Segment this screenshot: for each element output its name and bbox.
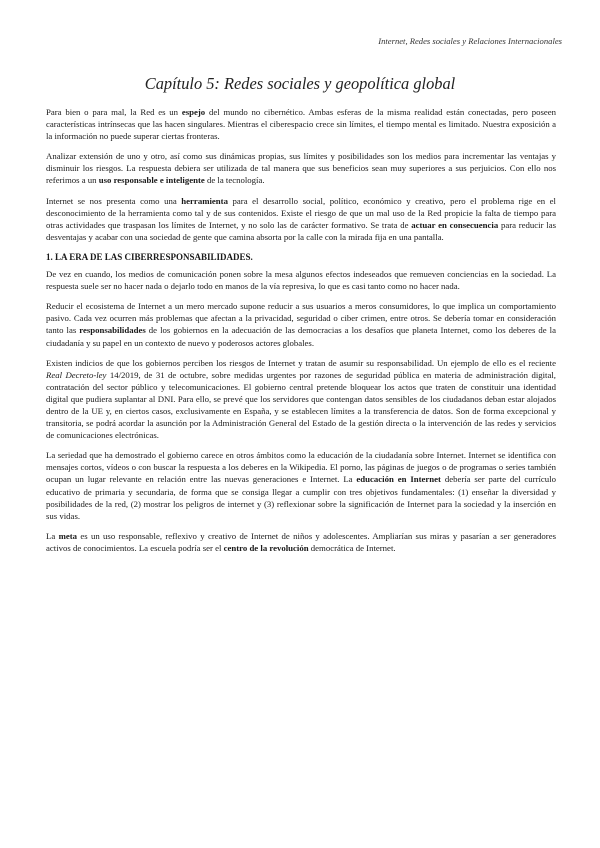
paragraph-5	[46, 300, 556, 348]
document-body	[46, 106, 556, 562]
paragraph-8	[46, 530, 556, 554]
text-span: Existen indicios de que los gobiernos perciben los riesgos de Internet y tratan de asumir su responsabilidad. Un ejemplo de ello es el reciente	[46, 357, 556, 368]
paragraph-7	[46, 449, 556, 522]
chapter-title: Capítulo 5: Redes sociales y geopolítica global	[144, 74, 456, 93]
paragraph-3	[46, 195, 556, 243]
text-span: de la tecnología.	[204, 175, 265, 186]
section-heading: 1. LA ERA DE LAS CIBERRESPONSABILIDADES.	[46, 251, 253, 262]
text-span: para el desarrollo social, político, económico y creativo, pero el problema rige en el desconocimiento de la herramienta como tal y de sus contenidos. Existe el riesgo de que un mal uso de la Red propicie la falta de tiempo para otras actividades que traspasan los límites de Internet, y no solo las de carácter formativo. Se trata de	[46, 195, 556, 230]
text-span: La seriedad que ha demostrado el gobierno carece en otros ámbitos como la educación de la ciudadanía sobre Internet. Internet se identifica con mensajes cortos, vídeos o con buscar la respuesta a los deberes en la Wikipedia. El porno, las páginas de juegos o de programas o series también ocupan un lugar relevante en relación entre las nuevas generaciones e Internet. La	[46, 450, 556, 485]
bold-term: responsabilidades	[79, 325, 146, 336]
bold-term: actuar en consecuencia	[411, 219, 499, 230]
text-span: para reducir las desventajas y acabar con una sociedad de gente que camina absorta por la calle con la mirada fija en una pantalla.	[46, 219, 556, 242]
paragraph-4: De vez en cuando, los medios de comunicación ponen sobre la mesa algunos efectos indeseados que remueven conciencias en la sociedad. La respuesta suele ser no hacer nada o dejarlo todo en manos de la vía represiva, lo que es casi tanto como no hacer nada.	[46, 269, 556, 292]
text-span: Para bien o para mal, la Red es un	[46, 107, 182, 117]
running-header: Internet, Redes sociales y Relaciones Internacionales	[378, 36, 562, 46]
text-span: debería ser parte del currículo educativo de primaria y secundaria, de forma que se consiga llegar a cumplir con tres objetivos fundamentales: (1) enseñar la diversidad y posibilidades de la red, (2) mostrar los peligros de internet y (3) reflexionar sobre la significación de Internet para la sociedad y la inserción en sus vidas.	[46, 474, 556, 521]
paragraph-6	[46, 357, 556, 442]
bold-term: meta	[58, 530, 78, 541]
bold-term: herramienta	[181, 195, 228, 206]
text-span: del mundo no cibernético. Ambas esferas de la misma realidad están conectadas, pero poseen características intrínsecas que las hacen singulares. Mientras el ciberespacio crece sin límites, el tiempo mental es limitado. Nuestra exposición a la información no puede superar ciertas fronteras.	[46, 107, 556, 142]
italic-term: Real Decreto-ley	[46, 369, 107, 380]
text-span: de los gobiernos en la adecuación de las democracias a los desafíos que planeta Internet, como los deberes de la ciudadanía y su papel en un contexto de nuevo y poderosos actores globales.	[46, 325, 556, 348]
text-span: La	[46, 530, 59, 541]
text-span: democrática de Internet.	[308, 542, 396, 553]
text-span: Analizar extensión de uno y otro, así como sus dinámicas propias, sus límites y posibilidades son los medios para incrementar las ventajas y disminuir los riesgos. La respuesta debiera ser utilizada de tal manera que sus beneficios sean muy superiores a sus perjuicios. Con ello nos referimos a un	[46, 151, 556, 186]
paragraph-2	[46, 150, 556, 186]
bold-term: centro de la revolución	[223, 542, 309, 553]
paragraph-1	[46, 106, 556, 142]
bold-term: uso responsable e inteligente	[98, 175, 205, 186]
bold-term: educación en Internet	[356, 474, 441, 485]
text-span: Reducir el ecosistema de Internet a un mero mercado supone reducir a sus usuarios a meros consumidores, lo que implica un comportamiento pasivo. Cada vez ocurren más problemas que afectan a la privacidad, seguridad o ciber crimen, entre otros. Se debería tomar en consideración tanto las	[46, 301, 556, 336]
text-span: es un uso responsable, reflexivo y creativo de Internet de niños y adolescentes. Ampliarían sus miras y pasarían a ser generadores activos de conocimientos. La escuela podría ser el	[46, 530, 556, 553]
bold-term: espejo	[181, 107, 206, 117]
text-span: 14/2019, de 31 de octubre, sobre medidas urgentes por razones de seguridad pública en materia de administración digital, contratación del sector público y telecomunicaciones. El gobierno central pretende bloquear los actos que traten de constituir una identidad digital que pudiera suplantar al DNI. Para ello, se prevé que los servidores que contengan datos sensibles de los ciudadanos deban estar alojados dentro de la UE y, en ciertos casos, exclusivamente en España, y se establecen límites a la transferencia de datos. Son de forma excepcional y transitoria, se podrá acordar la asunción por la Administración General del Estado de la gestión directa o la intervención de las redes y servicios de comunicaciones electrónicas.	[46, 369, 556, 441]
text-span: Internet se nos presenta como una	[46, 195, 182, 206]
